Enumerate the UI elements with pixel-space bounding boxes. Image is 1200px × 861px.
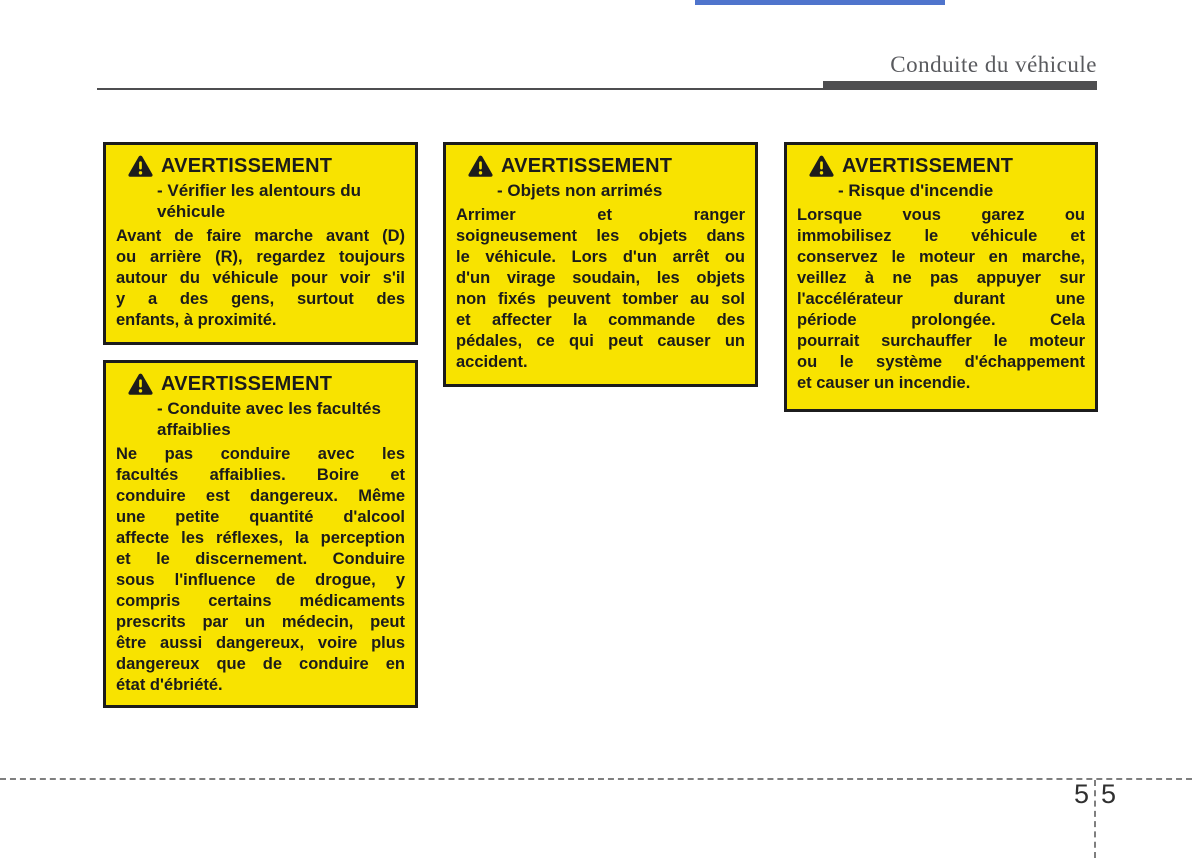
warning-body xyxy=(797,205,1085,394)
warning-body-line: facultés affaiblies. Boire et xyxy=(116,466,405,484)
warning-body-line: conservez le moteur en marche, xyxy=(797,248,1085,266)
warning-body-line: l'accélérateur durant une xyxy=(797,290,1085,308)
warning-body-line: non fixés peuvent tomber au sol xyxy=(456,290,745,308)
header-rule-thick xyxy=(823,81,1097,90)
page-number-left: 5 xyxy=(1073,779,1089,809)
warning-triangle-icon xyxy=(128,373,153,395)
warning-body-line: Arrimer et ranger xyxy=(456,206,745,224)
warning-body-line: y a des gens, surtout des xyxy=(116,290,405,308)
warning-body-line: autour du véhicule pour voir s'il xyxy=(116,269,405,287)
warning-body-line: Avant de faire marche avant (D) xyxy=(116,227,405,245)
warning-body-line: enfants, à proximité. xyxy=(116,311,277,329)
warning-subtitle-line: véhicule xyxy=(157,202,226,221)
warning-body-line: Ne pas conduire avec les xyxy=(116,445,405,463)
warning-body-line: prescrits par un médecin, peut xyxy=(116,613,405,631)
warning-box xyxy=(443,142,758,387)
warning-subtitle xyxy=(116,180,405,222)
warning-title: AVERTISSEMENT xyxy=(161,155,333,177)
warning-body-line: une petite quantité d'alcool xyxy=(116,508,405,526)
warning-body-line: et le discernement. Conduire xyxy=(116,550,405,568)
warning-body-line: dangereux que de conduire en xyxy=(116,655,405,673)
warning-body-line: Lorsque vous garez ou xyxy=(797,206,1085,224)
warning-subtitle-line: - Vérifier les alentours du xyxy=(157,181,362,200)
warning-subtitle-line: - Conduite avec les facultés xyxy=(157,399,381,418)
warning-body-line: le véhicule. Lors d'un arrêt ou xyxy=(456,248,745,266)
warning-triangle-icon xyxy=(809,155,834,177)
warning-box xyxy=(784,142,1098,412)
warning-title: AVERTISSEMENT xyxy=(161,373,333,395)
warning-body-line: immobilisez le véhicule et xyxy=(797,227,1085,245)
warning-body-line: veillez à ne pas appuyer sur xyxy=(797,269,1085,287)
warning-body xyxy=(116,226,405,331)
warning-subtitle xyxy=(116,398,405,440)
warning-body-line: sous l'influence de drogue, y xyxy=(116,571,405,589)
warning-body-line: pourrait surchauffer le moteur xyxy=(797,332,1085,350)
page-number-right: 5 xyxy=(1101,779,1117,809)
warning-title-row xyxy=(809,153,1085,179)
footer-dashed-rule xyxy=(0,778,1192,780)
warning-body xyxy=(116,444,405,696)
warning-body-line: soigneusement les objets dans xyxy=(456,227,745,245)
warning-body-line: affecte les réflexes, la perception xyxy=(116,529,405,547)
warning-body-line: période prolongée. Cela xyxy=(797,311,1085,329)
warning-triangle-icon xyxy=(128,155,153,177)
warning-title: AVERTISSEMENT xyxy=(842,155,1014,177)
warning-subtitle xyxy=(797,180,1085,201)
warning-body-line: état d'ébriété. xyxy=(116,676,223,694)
page-header-title: Conduite du véhicule xyxy=(890,52,1097,77)
warning-box xyxy=(103,360,418,708)
warning-body-line: compris certains médicaments xyxy=(116,592,405,610)
warning-body-line: pédales, ce qui peut causer un xyxy=(456,332,745,350)
warning-subtitle xyxy=(456,180,745,201)
warning-body xyxy=(456,205,745,373)
warning-subtitle-line: affaiblies xyxy=(157,420,231,439)
warning-body-line: conduire est dangereux. Même xyxy=(116,487,405,505)
warning-body-line: ou arrière (R), regardez toujours xyxy=(116,248,405,266)
warning-body-line: d'un virage soudain, les objets xyxy=(456,269,745,287)
warning-body-line: être aussi dangereux, voire plus xyxy=(116,634,405,652)
warning-title-row xyxy=(128,371,405,397)
warning-body-line: et affecter la commande des xyxy=(456,311,745,329)
warning-body-line: et causer un incendie. xyxy=(797,374,971,392)
warning-body-line: ou le système d'échappement xyxy=(797,353,1085,371)
warning-body-line: accident. xyxy=(456,353,528,371)
warning-title-row xyxy=(468,153,745,179)
warning-title-row xyxy=(128,153,405,179)
warning-box xyxy=(103,142,418,345)
warning-subtitle-line: - Objets non arrimés xyxy=(497,181,663,200)
warning-title: AVERTISSEMENT xyxy=(501,155,673,177)
warning-triangle-icon xyxy=(468,155,493,177)
warning-subtitle-line: - Risque d'incendie xyxy=(838,181,994,200)
footer-vertical-dashed-rule xyxy=(1094,780,1096,858)
top-blue-line xyxy=(695,0,945,5)
